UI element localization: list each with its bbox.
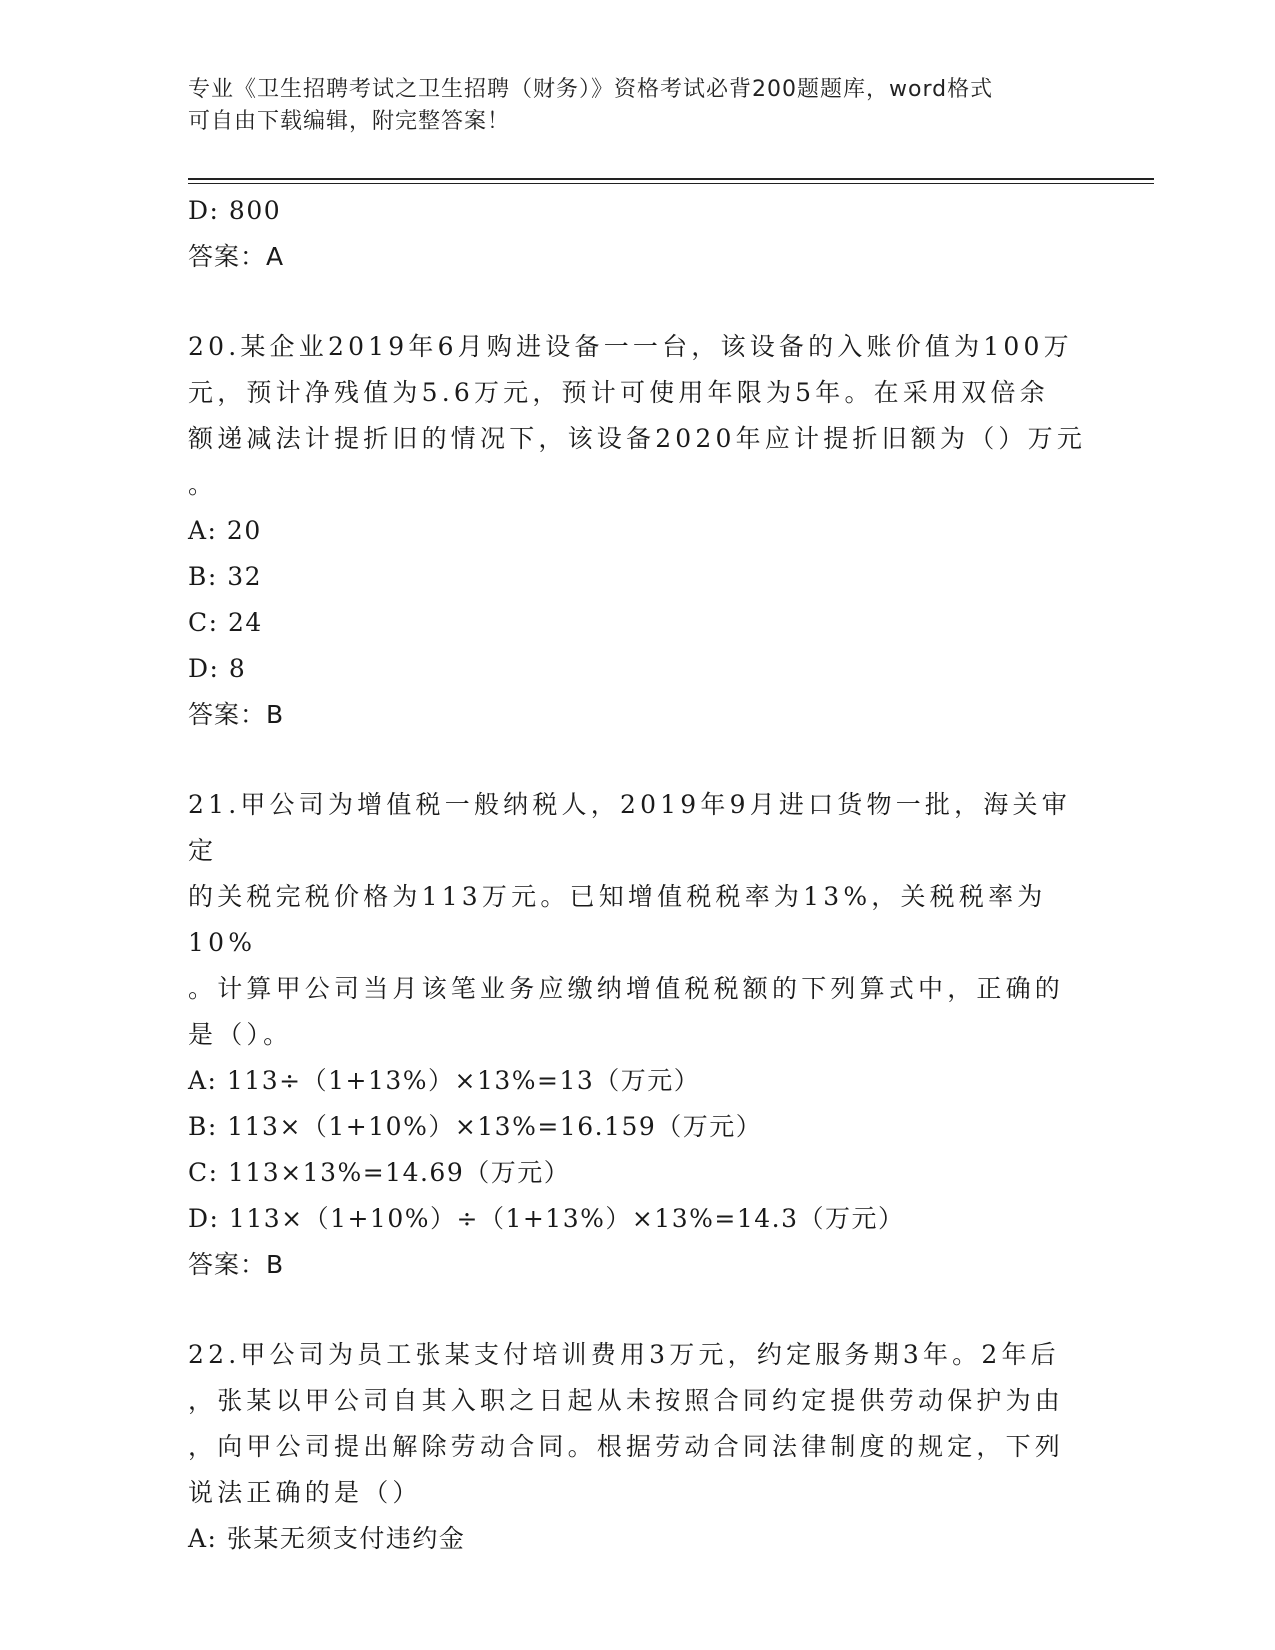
header-divider-thin: [188, 183, 1154, 184]
stem-line: ，张某以甲公司自其入职之日起从未按照合同约定提供劳动保护为由: [188, 1386, 1065, 1415]
stem-line: 。计算甲公司当月该笔业务应缴纳增值税税额的下列算式中，正确的: [188, 974, 1065, 1003]
previous-question-tail: [188, 188, 1088, 280]
option-a: A: 张某无须支付违约金: [188, 1524, 466, 1553]
stem-line: ，向甲公司提出解除劳动合同。根据劳动合同法律制度的规定，下列: [188, 1432, 1065, 1461]
question-stem: [188, 324, 1088, 508]
stem-line: 21.甲公司为增值税一般纳税人，2019年9月进口货物一批，海关审定: [188, 790, 1071, 865]
stem-line: 是（）。: [188, 1020, 293, 1049]
question-20: [188, 324, 1088, 738]
question-stem: [188, 782, 1088, 1058]
question-22: [188, 1332, 1088, 1562]
option-b: B: 113×（1+10%）×13%=16.159（万元）: [188, 1112, 763, 1141]
answer-line: 答案：B: [188, 700, 285, 729]
option-d: D: 8: [188, 654, 247, 683]
document-body: [188, 188, 1088, 1562]
header-line-1: 专业《卫生招聘考试之卫生招聘（财务）》资格考试必背200题题库，word格式: [188, 77, 994, 102]
header-line-2: 可自由下载编辑，附完整答案！: [188, 109, 511, 134]
stem-line: 元，预计净残值为5.6万元，预计可使用年限为5年。在采用双倍余: [188, 378, 1049, 407]
question-21: [188, 782, 1088, 1288]
option-c: C: 113×13%=14.69（万元）: [188, 1158, 571, 1187]
answer-line: 答案：B: [188, 1250, 285, 1279]
stem-line: 。: [188, 470, 218, 499]
stem-line: 说法正确的是（）: [188, 1478, 422, 1507]
stem-line: 20.某企业2019年6月购进设备一一台，该设备的入账价值为100万: [188, 332, 1073, 361]
header-divider-thick: [188, 178, 1154, 180]
stem-line: 的关税完税价格为113万元。已知增值税税率为13%，关税税率为10%: [188, 882, 1047, 957]
option-d: D: 113×（1+10%）÷（1+13%）×13%=14.3（万元）: [188, 1204, 905, 1233]
option-c: C: 24: [188, 608, 263, 637]
option-d: D: 800: [188, 196, 282, 225]
document-header: [188, 74, 1088, 138]
option-a: A: 113÷（1+13%）×13%=13（万元）: [188, 1066, 701, 1095]
question-stem: [188, 1332, 1088, 1516]
stem-line: 22.甲公司为员工张某支付培训费用3万元，约定服务期3年。2年后: [188, 1340, 1060, 1369]
answer-line: 答案：A: [188, 242, 285, 271]
option-b: B: 32: [188, 562, 263, 591]
option-a: A: 20: [188, 516, 262, 545]
stem-line: 额递减法计提折旧的情况下，该设备2020年应计提折旧额为（）万元: [188, 424, 1087, 453]
